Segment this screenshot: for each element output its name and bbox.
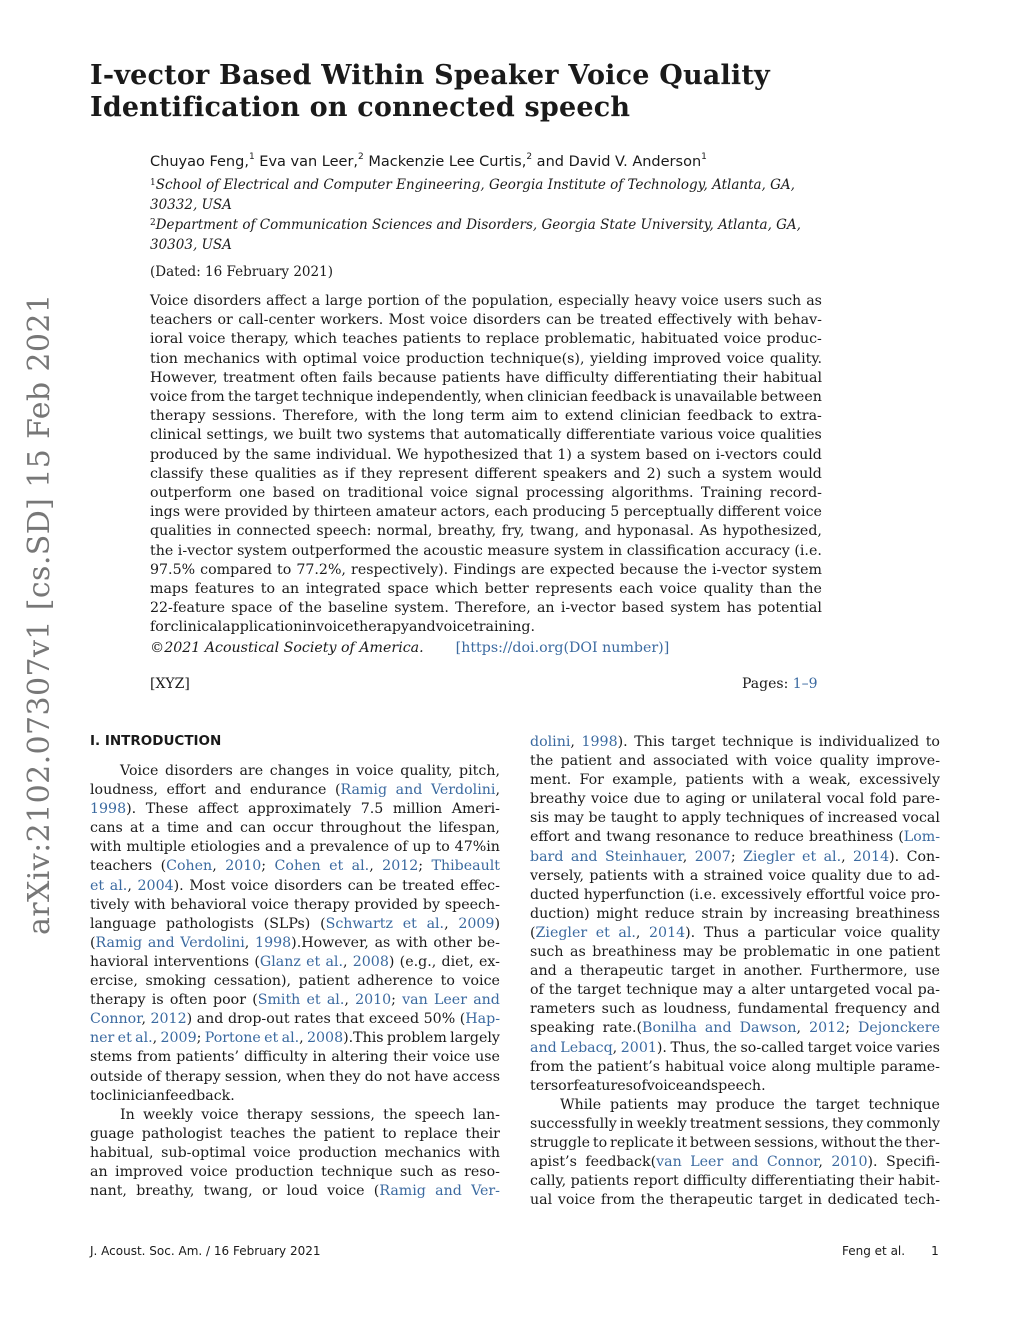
- abstract-line: ings were provided by thirteen amateur actors, each producing 5 perceptually different voice: [150, 504, 822, 521]
- abstract-line: Voice disorders affect a large portion of the population, especially heavy voice users such as: [150, 293, 822, 309]
- citation-link[interactable]: 2008: [306, 1030, 344, 1047]
- pages-range: [742, 676, 818, 692]
- citation-link[interactable]: Ramig: [340, 782, 388, 799]
- citation-link[interactable]: et: [306, 992, 321, 1009]
- citation-link[interactable]: 2010: [355, 992, 392, 1009]
- citation-link[interactable]: 2007: [694, 848, 731, 865]
- affiliation-line: Department of Communication Sciences and Disorders, Georgia State University, Atlanta, GA,: [155, 217, 801, 233]
- citation-link[interactable]: et: [402, 915, 417, 932]
- citation-link[interactable]: 2012: [809, 1020, 846, 1037]
- citation-link[interactable]: 2008: [352, 953, 389, 970]
- body-line: dolini, 1998). This target technique is individualized to: [530, 734, 940, 750]
- citation-link[interactable]: Hap-: [465, 1011, 500, 1028]
- left-column-text: [90, 762, 500, 1201]
- citation-link[interactable]: and: [473, 992, 500, 1009]
- citation-link[interactable]: 1998: [255, 934, 292, 951]
- author-affiliation-mark: 2: [358, 152, 364, 162]
- abstract-line: teachers or call-center workers. Most voice disorders can be treated effectively with behav-: [150, 312, 822, 329]
- body-line: with multiple etiologies and a prevalence of up to 47%in: [90, 839, 500, 856]
- affiliation-1: [150, 175, 822, 215]
- xyz-placeholder: [XYZ]: [150, 676, 190, 692]
- body-line: and a therapeutic target in another. Furthermore, use: [530, 963, 940, 980]
- citation-link[interactable]: Dawson: [739, 1020, 797, 1037]
- citation-link[interactable]: Cohen: [274, 858, 321, 875]
- citation-link[interactable]: 2014: [853, 848, 890, 865]
- citation-link[interactable]: Leer: [433, 992, 467, 1009]
- footer-author: Feng et al.: [842, 1244, 906, 1258]
- body-line: ner et al., 2009; Portone et al., 2008).This problem largely: [90, 1030, 500, 1047]
- body-line: effort and twang resonance to reduce breathiness (Lom-: [530, 829, 940, 846]
- citation-link[interactable]: Bonilha: [642, 1020, 697, 1037]
- abstract-line: the i-vector system outperformed the acoustic measure system in classification accuracy (i.e.: [150, 542, 822, 559]
- citation-link[interactable]: Verdolini: [180, 934, 245, 951]
- body-line: the patient and associated with voice quality improve-: [530, 753, 940, 770]
- citation-link[interactable]: et: [90, 877, 105, 894]
- abstract-line: therapy sessions. Therefore, with the long term aim to extend clinician feedback to extra-: [150, 408, 822, 425]
- abstract-line: produced by the same individual. We hypothesized that 1) a system based on i-vectors could: [150, 446, 822, 463]
- affiliation-line: 30303, USA: [150, 237, 232, 253]
- citation-link[interactable]: Connor: [90, 1011, 142, 1028]
- copyright-notice: ©2021 Acoustical Society of America.: [150, 640, 424, 656]
- body-line: language pathologists (SLPs) (Schwartz et al., 2009): [90, 915, 500, 932]
- affiliation-line: 30332, USA: [150, 197, 232, 213]
- abstract-line: 22-feature space of the baseline system. Therefore, an i-vector based system has potential: [150, 600, 822, 617]
- citation-link[interactable]: and: [435, 1183, 462, 1200]
- body-line: successfully in weekly treatment sessions, they commonly: [530, 1115, 940, 1132]
- citation-link[interactable]: al.: [109, 877, 128, 894]
- citation-link[interactable]: 1998: [90, 801, 127, 818]
- citation-link[interactable]: Dejonckere: [858, 1020, 940, 1037]
- citation-link[interactable]: 2010: [225, 858, 262, 875]
- author-name: Chuyao Feng,: [150, 154, 249, 170]
- body-line: havioral interventions (Glanz et al., 2008) (e.g., diet, ex-: [90, 953, 500, 970]
- citation-link[interactable]: dolini: [530, 734, 571, 750]
- body-line: 1998). These affect approximately 7.5 million Ameri-: [90, 801, 500, 818]
- affiliation-2: [150, 215, 822, 255]
- body-line: ment. For example, patients with a weak, excessively: [530, 772, 940, 789]
- body-line: struggle to replicate it between sessions, without the ther-: [530, 1134, 940, 1151]
- citation-link[interactable]: Ver-: [471, 1183, 500, 1200]
- abstract-line: qualities in connected speech: normal, breathy, fry, twang, and hyponasal. As hypothesized,: [150, 523, 822, 540]
- citation-link[interactable]: Verdolini: [430, 782, 496, 799]
- abstract-line: tion mechanics with optimal voice production technique(s), yielding improved voice quality.: [150, 350, 822, 367]
- citation-link[interactable]: and: [147, 934, 175, 951]
- citation-link[interactable]: al.: [325, 953, 343, 970]
- citation-link[interactable]: and: [570, 848, 598, 865]
- citation-link[interactable]: bard: [530, 848, 564, 865]
- citation-link[interactable]: Connor: [766, 1154, 819, 1171]
- citation-link[interactable]: al.: [135, 1030, 153, 1047]
- citation-link[interactable]: Steinhauer: [604, 848, 683, 865]
- arxiv-identifier: arXiv:2102.07307v1 [cs.SD] 15 Feb 2021: [22, 293, 57, 935]
- citation-link[interactable]: 2009: [458, 915, 495, 932]
- right-column-text: [530, 733, 940, 1210]
- citation-link[interactable]: 1998: [581, 734, 618, 750]
- abstract-line: outperform one based on traditional voice signal processing algorithms. Training record-: [150, 485, 822, 502]
- abstract-line: 97.5% compared to 77.2%, respectively). Findings are expected because the i-vector system: [150, 561, 822, 578]
- abstract-line: maps features to an integrated space which better represents each voice quality than the: [150, 581, 822, 598]
- body-line: (Ramig and Verdolini, 1998).However, as with other be-: [90, 934, 500, 951]
- body-line: While patients may produce the target technique: [560, 1096, 940, 1113]
- author-list: [150, 154, 707, 170]
- citation-link[interactable]: et: [117, 1030, 132, 1047]
- body-line: such as breathiness may be problematic in one patient: [530, 944, 940, 961]
- doi-link[interactable]: [https://doi.org(DOI number)]: [455, 640, 670, 656]
- citation-link[interactable]: Ziegler: [535, 924, 588, 941]
- citation-link[interactable]: 2009: [160, 1030, 197, 1047]
- abstract-line: However, treatment often fails because patients have difficulty differentiating their habitual: [150, 369, 822, 386]
- citation-link[interactable]: al.: [618, 924, 636, 941]
- author-name: Eva van Leer,: [254, 154, 359, 170]
- section-heading: I. INTRODUCTION: [90, 733, 222, 749]
- body-line: guage pathologist teaches the patient to replace their: [90, 1125, 500, 1142]
- author-name: and David V. Anderson: [532, 154, 702, 170]
- body-line: outside of therapy session, when they do not have access: [90, 1068, 500, 1085]
- author-affiliation-mark: 2: [526, 152, 533, 162]
- citation-link[interactable]: et: [329, 858, 344, 875]
- body-line: sis may be taught to apply techniques of increased vocal: [530, 810, 940, 827]
- body-line: et al., 2004). Most voice disorders can be treated effec-: [90, 877, 500, 894]
- body-line: breathy voice due to aging or unilateral vocal fold pare-: [530, 791, 940, 808]
- pages-link[interactable]: 1–9: [792, 676, 818, 692]
- citation-link[interactable]: et: [306, 953, 321, 970]
- citation-link[interactable]: et: [595, 924, 610, 941]
- abstract-line: classify these qualities as if they represent different speakers and 2) such a system would: [150, 465, 822, 482]
- body-line: (Ziegler et al., 2014). Thus a particular voice quality: [530, 924, 940, 941]
- citation-link[interactable]: Thibeault: [431, 858, 500, 875]
- author-affiliation-mark: 1: [248, 152, 255, 162]
- body-line: tively with behavioral voice therapy provided by speech-: [90, 896, 500, 913]
- citation-link[interactable]: 2012: [382, 858, 419, 875]
- body-line: cans at a time and can occur throughout the lifespan,: [90, 820, 500, 837]
- citation-link[interactable]: Ziegler: [743, 848, 795, 865]
- citation-link[interactable]: van: [402, 992, 428, 1009]
- citation-link[interactable]: al.: [281, 1030, 300, 1047]
- citation-link[interactable]: Ramig: [379, 1183, 426, 1200]
- copyright-line: [150, 640, 669, 656]
- footer-right: [842, 1244, 939, 1258]
- abstract: [150, 292, 822, 638]
- body-line: of the target technique may a alter untargeted vocal pa-: [530, 982, 940, 999]
- footer-page-number: 1: [931, 1244, 939, 1258]
- body-line: to clinician feedback.: [90, 1087, 235, 1104]
- body-line: ducted hyperfunction (i.e. excessively effortful voice pro-: [530, 886, 940, 903]
- citation-link[interactable]: and: [704, 1020, 732, 1037]
- body-line: therapy is often poor (Smith et al., 2010; van Leer and: [90, 992, 500, 1009]
- citation-link[interactable]: 2004: [137, 877, 174, 894]
- citation-link[interactable]: ner: [90, 1030, 115, 1047]
- citation-link[interactable]: 2010: [831, 1154, 868, 1171]
- footer-journal: J. Acoust. Soc. Am. / 16 February 2021: [90, 1244, 321, 1258]
- body-line: duction) might reduce strain by increasing breathiness: [530, 905, 940, 922]
- body-line: ual voice from the therapeutic target in dedicated tech-: [530, 1192, 940, 1209]
- citation-link[interactable]: Glanz: [259, 953, 301, 970]
- body-line: stems from patients’ difficulty in altering their voice use: [90, 1049, 500, 1066]
- body-line: versely, patients with a strained voice quality due to ad-: [530, 867, 940, 884]
- body-line: teachers (Cohen, 2010; Cohen et al., 2012; Thibeault: [90, 858, 500, 875]
- affiliation-line: School of Electrical and Computer Engineering, Georgia Institute of Technology, Atlanta, GA,: [155, 177, 795, 193]
- citation-link[interactable]: Lebacq: [560, 1039, 613, 1056]
- body-line: apist’s feedback(van Leer and Connor, 2010). Specifi-: [530, 1154, 940, 1171]
- citation-link[interactable]: 2014: [649, 924, 686, 941]
- citation-link[interactable]: 2012: [150, 1011, 187, 1028]
- citation-link[interactable]: al.: [426, 915, 445, 932]
- body-line: speaking rate.(Bonilha and Dawson, 2012; Dejonckere: [530, 1020, 940, 1037]
- affiliation-mark: 1: [150, 178, 156, 188]
- body-line: rameters such as loudness, fundamental frequency and: [530, 1001, 940, 1018]
- citation-link[interactable]: Ramig: [95, 934, 143, 951]
- citation-link[interactable]: Leer: [690, 1154, 724, 1171]
- body-line: cally, patients report difficulty differentiating their habit-: [530, 1173, 940, 1190]
- body-line: from the patient’s habitual voice along multiple parame-: [530, 1058, 940, 1075]
- body-line: In weekly voice therapy sessions, the speech lan-: [120, 1106, 500, 1123]
- citation-link[interactable]: and: [731, 1154, 759, 1171]
- body-line: Voice disorders are changes in voice quality, pitch,: [120, 763, 500, 779]
- body-line: habitual, sub-optimal voice production mechanics with: [90, 1144, 500, 1161]
- title-line-1: I-vector Based Within Speaker Voice Quality: [90, 60, 770, 91]
- abstract-line: voice from the target technique independently, when clinician feedback is unavailable between: [150, 389, 822, 406]
- citation-link[interactable]: Lom-: [903, 829, 940, 846]
- citation-link[interactable]: Schwartz: [325, 915, 393, 932]
- author-name: Mackenzie Lee Curtis,: [363, 154, 527, 170]
- citation-link[interactable]: Cohen: [166, 858, 213, 875]
- affiliation-mark: 2: [150, 218, 156, 228]
- dated-line: (Dated: 16 February 2021): [150, 264, 333, 280]
- body-line: loudness, effort and endurance (Ramig and Verdolini,: [90, 782, 500, 799]
- citation-link[interactable]: van: [656, 1154, 682, 1171]
- body-line: Connor, 2012) and drop-out rates that exceed 50% (Hap-: [90, 1011, 500, 1028]
- abstract-line: ioral voice therapy, which teaches patients to replace problematic, habituated voice produc-: [150, 331, 822, 348]
- citation-link[interactable]: and: [395, 782, 423, 799]
- body-line: an improved voice production technique such as reso-: [90, 1163, 500, 1180]
- author-affiliation-mark: 1: [701, 152, 707, 162]
- citation-link[interactable]: al.: [823, 848, 842, 865]
- paper-title: [90, 60, 850, 124]
- body-line: ercise, smoking cessation), patient adherence to voice: [90, 973, 500, 990]
- body-line: nant, breathy, twang, or loud voice (Ramig and Ver-: [90, 1183, 500, 1200]
- citation-link[interactable]: al.: [326, 992, 345, 1009]
- citation-link[interactable]: Portone: [204, 1030, 261, 1047]
- abstract-line: clinical settings, we built two systems that automatically differentiate various voice qualities: [150, 427, 822, 444]
- body-line: and Lebacq, 2001). Thus, the so-called target voice varies: [530, 1039, 940, 1056]
- citation-link[interactable]: et: [802, 848, 817, 865]
- pages-label: Pages:: [742, 676, 793, 692]
- title-line-2: Identification on connected speech: [90, 92, 631, 123]
- citation-link[interactable]: al.: [351, 858, 370, 875]
- citation-link[interactable]: et: [264, 1030, 279, 1047]
- body-line: bard and Steinhauer, 2007; Ziegler et al., 2014). Con-: [530, 848, 940, 865]
- body-line: ters or features of voice and speech.: [530, 1077, 766, 1094]
- citation-link[interactable]: Smith: [257, 992, 301, 1009]
- citation-link[interactable]: and: [530, 1039, 557, 1056]
- abstract-line: for clinical application in voice therapy and voice training.: [150, 619, 535, 636]
- citation-link[interactable]: 2001: [620, 1039, 657, 1056]
